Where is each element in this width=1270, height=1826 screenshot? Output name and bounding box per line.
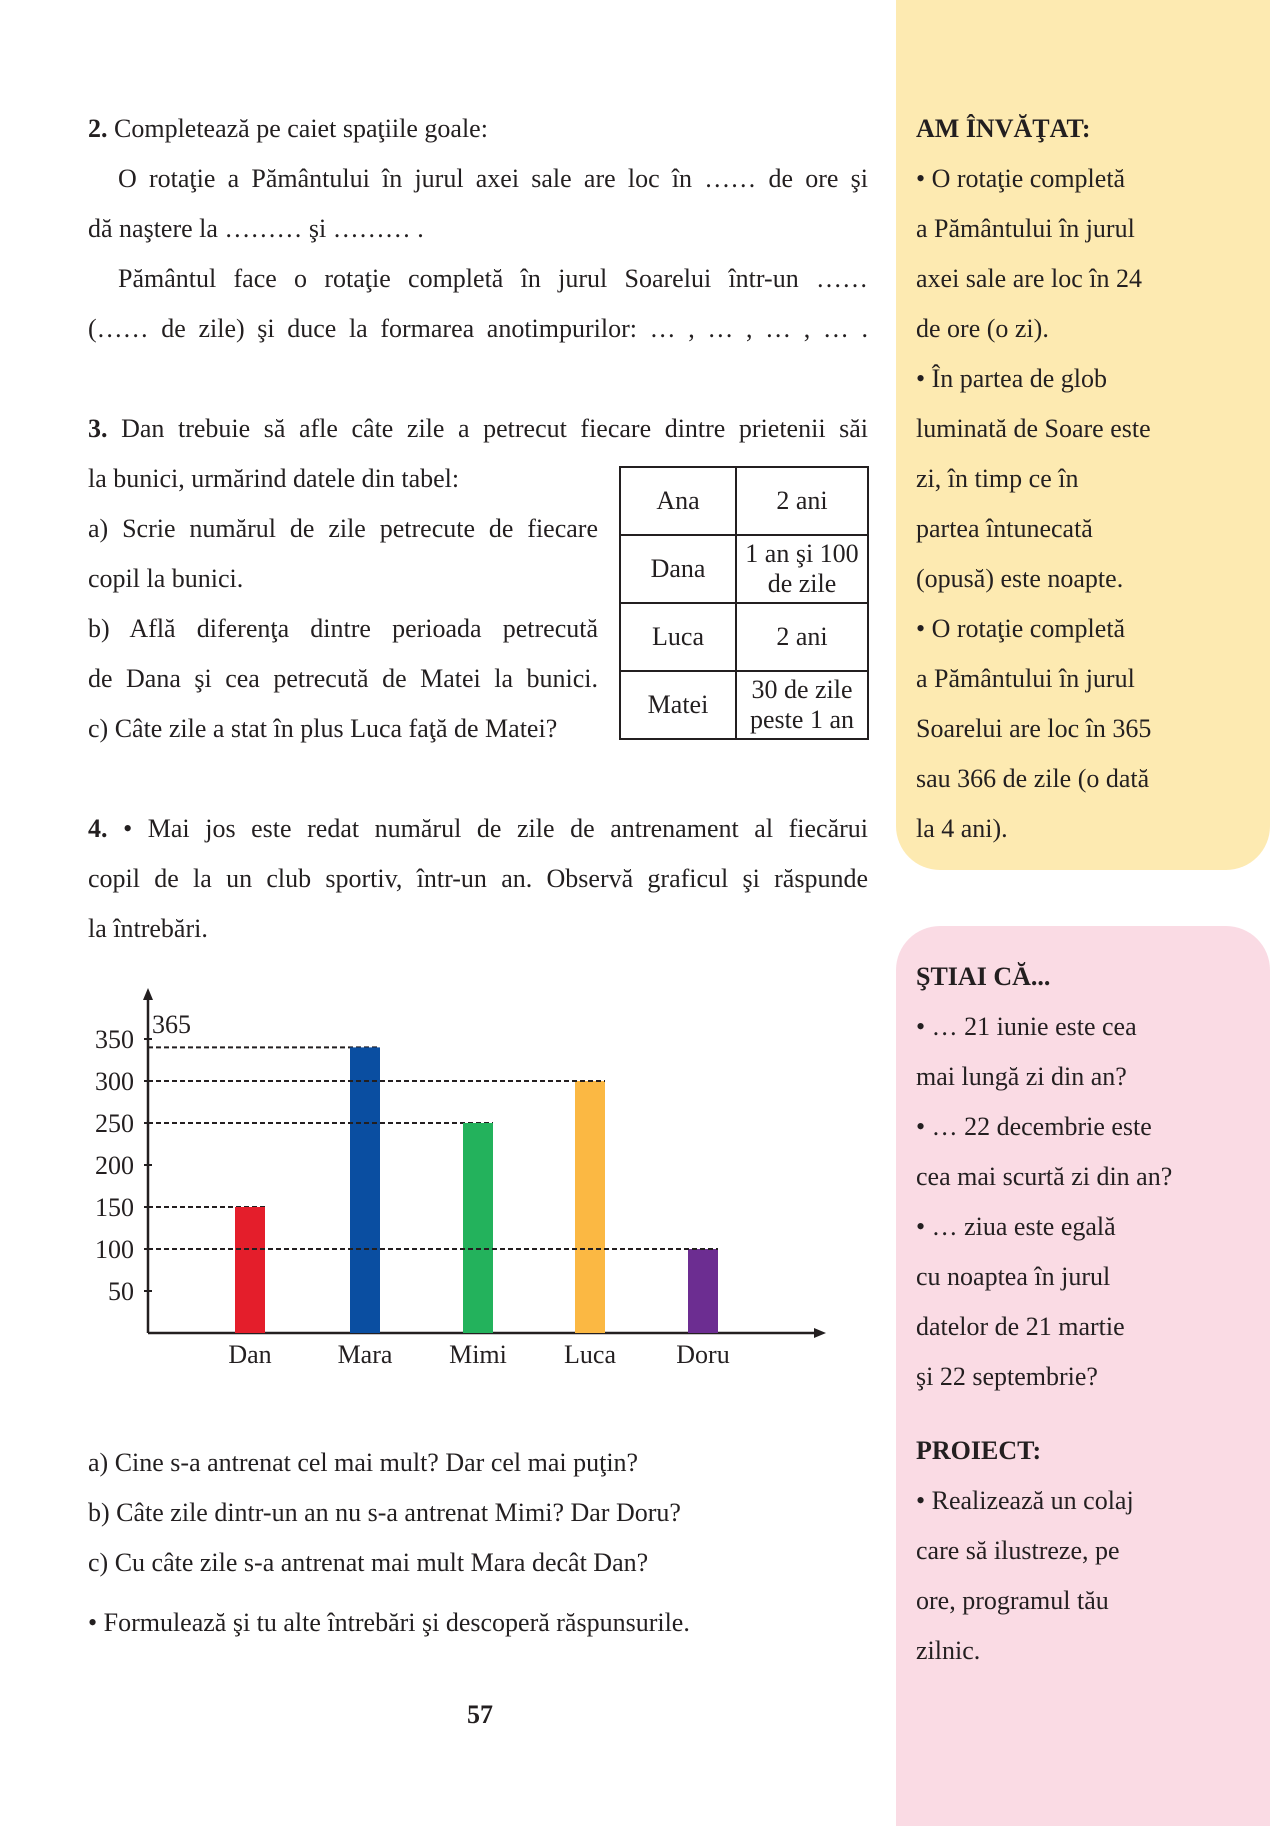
side-text-line: care să ilustreze, pe <box>916 1536 1120 1565</box>
y-tick-label: 50 <box>108 1277 134 1306</box>
x-axis-arrow <box>814 1328 826 1338</box>
exercise-line: Mai jos este redat numărul de zile de antrenament al fiecărui <box>147 814 869 843</box>
side-text-line: zilnic. <box>916 1636 981 1665</box>
side-text-line: ore, programul tău <box>916 1586 1109 1615</box>
question-a: a) Scrie numărul de zile petrecute de fiecare <box>88 514 598 543</box>
side-text-line: a Pământului în jurul <box>916 664 1135 693</box>
side-text-line: axei sale are loc în 24 <box>916 264 1142 293</box>
side-text-line: • O rotaţie completă <box>916 614 1126 643</box>
exercise-3-questions <box>88 504 598 754</box>
side-text-line: mai lungă zi din an? <box>916 1062 1127 1091</box>
y-tick-label: 300 <box>95 1067 134 1096</box>
x-tick-label: Doru <box>676 1340 730 1369</box>
question-b: b) Află diferenţa dintre perioada petrecută <box>88 614 598 643</box>
table-cell-name: Ana <box>620 467 736 535</box>
y-tick-label: 100 <box>95 1235 134 1264</box>
question-b-cont: de Dana şi cea petrecută de Matei la bunici. <box>88 664 598 693</box>
table-cell-name: Matei <box>620 671 736 739</box>
side-text-line: • … 22 decembrie este <box>916 1112 1152 1141</box>
bar-luca <box>575 1081 605 1333</box>
side-text-line: sau 366 de zile (o dată <box>916 764 1150 793</box>
bar-mara <box>350 1047 380 1333</box>
exercise-line: O rotaţie a Pământului în jurul axei sale are loc în …… de ore şi <box>118 164 868 193</box>
question-c: c) Cu câte zile s-a antrenat mai mult Mara decât Dan? <box>88 1548 649 1577</box>
table-row <box>620 467 868 535</box>
table-cell-value: 2 ani <box>736 467 868 535</box>
side-text-line: • … ziua este egală <box>916 1212 1116 1241</box>
did-you-know-section <box>916 952 1206 1402</box>
exercise-number: 3. <box>88 414 108 443</box>
side-text-line: a Pământului în jurul <box>916 214 1135 243</box>
table-cell-value: 30 de zile peste 1 an <box>736 671 868 739</box>
exercise-line: Dan trebuie să afle câte zile a petrecut fiecare dintre prietenii săi <box>121 414 868 443</box>
x-tick-label: Mimi <box>449 1340 507 1369</box>
did-you-know-title: ŞTIAI CĂ... <box>916 962 1051 991</box>
exercise-line: Pământul face o rotaţie completă în jurul Soarelui într-un …… <box>118 264 868 293</box>
side-text-line: • Realizează un colaj <box>916 1486 1134 1515</box>
side-text-line: • … 21 iunie este cea <box>916 1012 1137 1041</box>
exercise-4 <box>88 804 868 954</box>
y-tick-label: 150 <box>95 1193 134 1222</box>
side-text-line: luminată de Soare este <box>916 414 1151 443</box>
question-c: c) Câte zile a stat în plus Luca faţă de Matei? <box>88 714 558 743</box>
exercise-line: (…… de zile) şi duce la formarea anotimpurilor: … , … , … , … . <box>88 314 868 343</box>
y-axis-arrow <box>143 988 153 1000</box>
side-text-line: partea întunecată <box>916 514 1093 543</box>
exercise-line: copil de la un club sportiv, într-un an. Observă graficul şi răspunde <box>88 864 868 893</box>
table-cell-name: Luca <box>620 603 736 671</box>
table-cell-value: 1 an şi 100 de zile <box>736 535 868 603</box>
x-tick-label: Dan <box>228 1340 272 1369</box>
side-text-line: (opusă) este noapte. <box>916 564 1124 593</box>
project-section <box>916 1426 1206 1676</box>
annotation-365: 365 <box>152 1010 191 1039</box>
bar-mimi <box>463 1123 493 1333</box>
exercise-title: Completează pe caiet spaţiile goale: <box>114 114 488 143</box>
bullet: • <box>123 814 133 843</box>
x-tick-label: Mara <box>337 1340 393 1369</box>
exercise-number: 4. <box>88 814 108 843</box>
time-table <box>619 466 869 740</box>
bar-chart <box>0 960 860 1380</box>
project-title: PROIECT: <box>916 1436 1042 1465</box>
side-text-line: cea mai scurtă zi din an? <box>916 1162 1173 1191</box>
x-tick-label: Luca <box>564 1340 616 1369</box>
exercise-line: la întrebări. <box>88 914 208 943</box>
table-row <box>620 671 868 739</box>
side-text-line: • O rotaţie completă <box>916 164 1126 193</box>
table-row <box>620 603 868 671</box>
y-tick-label: 350 <box>95 1025 134 1054</box>
page-number: 57 <box>467 1700 493 1729</box>
learned-title: AM ÎNVĂŢAT: <box>916 114 1091 143</box>
side-text-line: zi, în timp ce în <box>916 464 1079 493</box>
question-a-cont: copil la bunici. <box>88 564 244 593</box>
side-text-line: şi 22 septembrie? <box>916 1362 1098 1391</box>
side-text-line: • În partea de glob <box>916 364 1108 393</box>
learned-section <box>916 104 1206 854</box>
table-row <box>620 535 868 603</box>
side-text-line: de ore (o zi). <box>916 314 1049 343</box>
side-text-line: Soarelui are loc în 365 <box>916 714 1152 743</box>
bar-dan <box>235 1207 265 1333</box>
exercise-2 <box>88 104 868 354</box>
bar-doru <box>688 1249 718 1333</box>
table-cell-name: Dana <box>620 535 736 603</box>
exercise-line: la bunici, urmărind datele din tabel: <box>88 464 460 493</box>
exercise-4-questions <box>88 1438 868 1648</box>
question-b: b) Câte zile dintr-un an nu s-a antrenat Mimi? Dar Doru? <box>88 1498 681 1527</box>
side-text-line: datelor de 21 martie <box>916 1312 1125 1341</box>
question-extra: • Formulează şi tu alte întrebări şi descoperă răspunsurile. <box>88 1608 690 1637</box>
y-tick-label: 250 <box>95 1109 134 1138</box>
exercise-number: 2. <box>88 114 108 143</box>
y-tick-label: 200 <box>95 1151 134 1180</box>
side-text-line: cu noaptea în jurul <box>916 1262 1111 1291</box>
exercise-line: dă naştere la ……… şi ……… . <box>88 214 424 243</box>
table-cell-value: 2 ani <box>736 603 868 671</box>
question-a: a) Cine s-a antrenat cel mai mult? Dar cel mai puţin? <box>88 1448 639 1477</box>
side-text-line: la 4 ani). <box>916 814 1008 843</box>
